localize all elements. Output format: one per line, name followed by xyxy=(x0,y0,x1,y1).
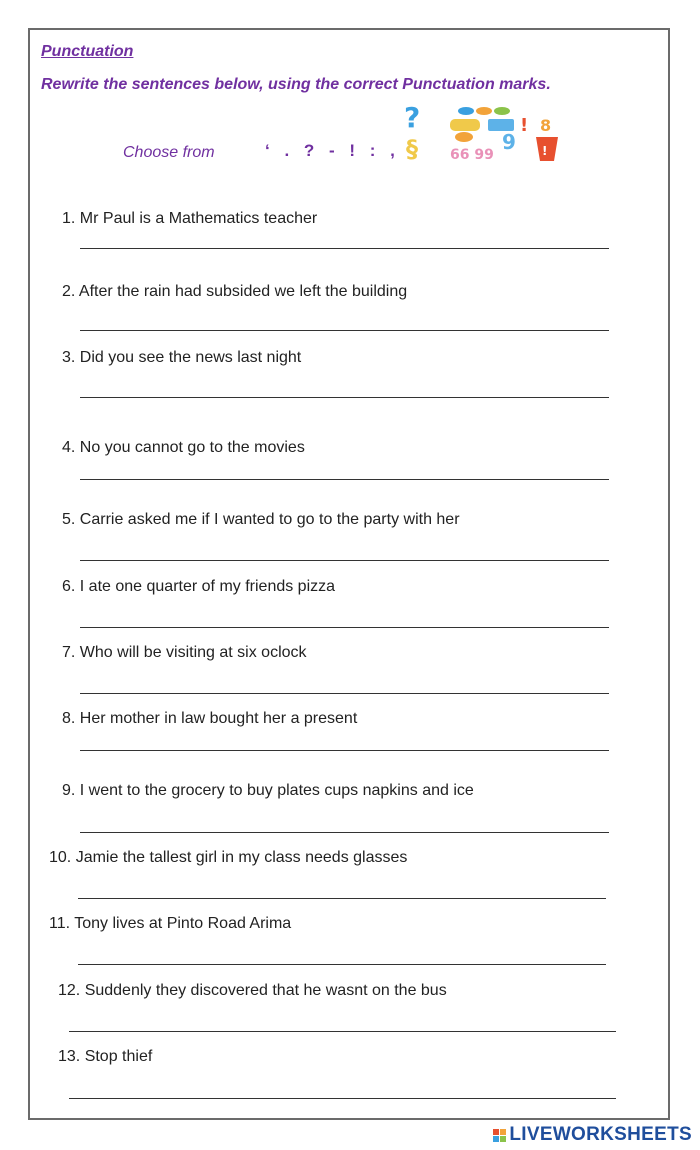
question-3: 3. Did you see the news last night xyxy=(62,349,302,366)
choose-from-label: Choose from xyxy=(123,144,215,161)
svg-text:?: ? xyxy=(404,103,421,134)
question-9: 9. I went to the grocery to buy plates cups napkins and ice xyxy=(62,782,474,799)
svg-text:8: 8 xyxy=(540,116,552,135)
answer-line-6[interactable] xyxy=(80,627,609,628)
punctuation-clipart xyxy=(404,103,564,163)
answer-line-3[interactable] xyxy=(80,397,609,398)
question-8: 8. Her mother in law bought her a present xyxy=(62,710,358,727)
answer-line-11[interactable] xyxy=(78,964,606,965)
question-12: 12. Suddenly they discovered that he wasnt on the bus xyxy=(58,982,447,999)
answer-line-12[interactable] xyxy=(69,1031,616,1032)
question-11: 11. Tony lives at Pinto Road Arima xyxy=(49,915,292,932)
question-6: 6. I ate one quarter of my friends pizza xyxy=(62,578,336,595)
worksheet-instructions: Rewrite the sentences below, using the correct Punctuation marks. xyxy=(41,76,551,93)
question-2: 2. After the rain had subsided we left the building xyxy=(62,283,408,300)
answer-line-10[interactable] xyxy=(78,898,606,899)
question-5: 5. Carrie asked me if I wanted to go to the party with her xyxy=(62,511,460,528)
punctuation-marks-list: ‘ . ? - ! : , xyxy=(265,141,400,160)
answer-line-13[interactable] xyxy=(69,1098,616,1099)
answer-line-2[interactable] xyxy=(80,330,609,331)
svg-text:9: 9 xyxy=(502,130,516,154)
svg-text:§: § xyxy=(406,135,418,163)
answer-line-9[interactable] xyxy=(80,832,609,833)
liveworksheets-logo-icon xyxy=(493,1129,506,1142)
answer-line-4[interactable] xyxy=(80,479,609,480)
answer-line-7[interactable] xyxy=(80,693,609,694)
liveworksheets-brand: LIVEWORKSHEETS xyxy=(509,1124,692,1145)
liveworksheets-footer xyxy=(493,1124,692,1146)
svg-text:!: ! xyxy=(520,115,529,136)
question-1: 1. Mr Paul is a Mathematics teacher xyxy=(62,210,318,227)
svg-text:!: ! xyxy=(542,144,548,158)
question-10: 10. Jamie the tallest girl in my class needs glasses xyxy=(49,849,408,866)
question-4: 4. No you cannot go to the movies xyxy=(62,439,305,456)
question-7: 7. Who will be visiting at six oclock xyxy=(62,644,307,661)
question-13: 13. Stop thief xyxy=(58,1048,153,1065)
worksheet-frame xyxy=(28,28,670,1120)
answer-line-1[interactable] xyxy=(80,248,609,249)
answer-line-5[interactable] xyxy=(80,560,609,561)
svg-text:66 99: 66 99 xyxy=(450,147,494,163)
worksheet-title: Punctuation xyxy=(41,43,134,60)
answer-line-8[interactable] xyxy=(80,750,609,751)
